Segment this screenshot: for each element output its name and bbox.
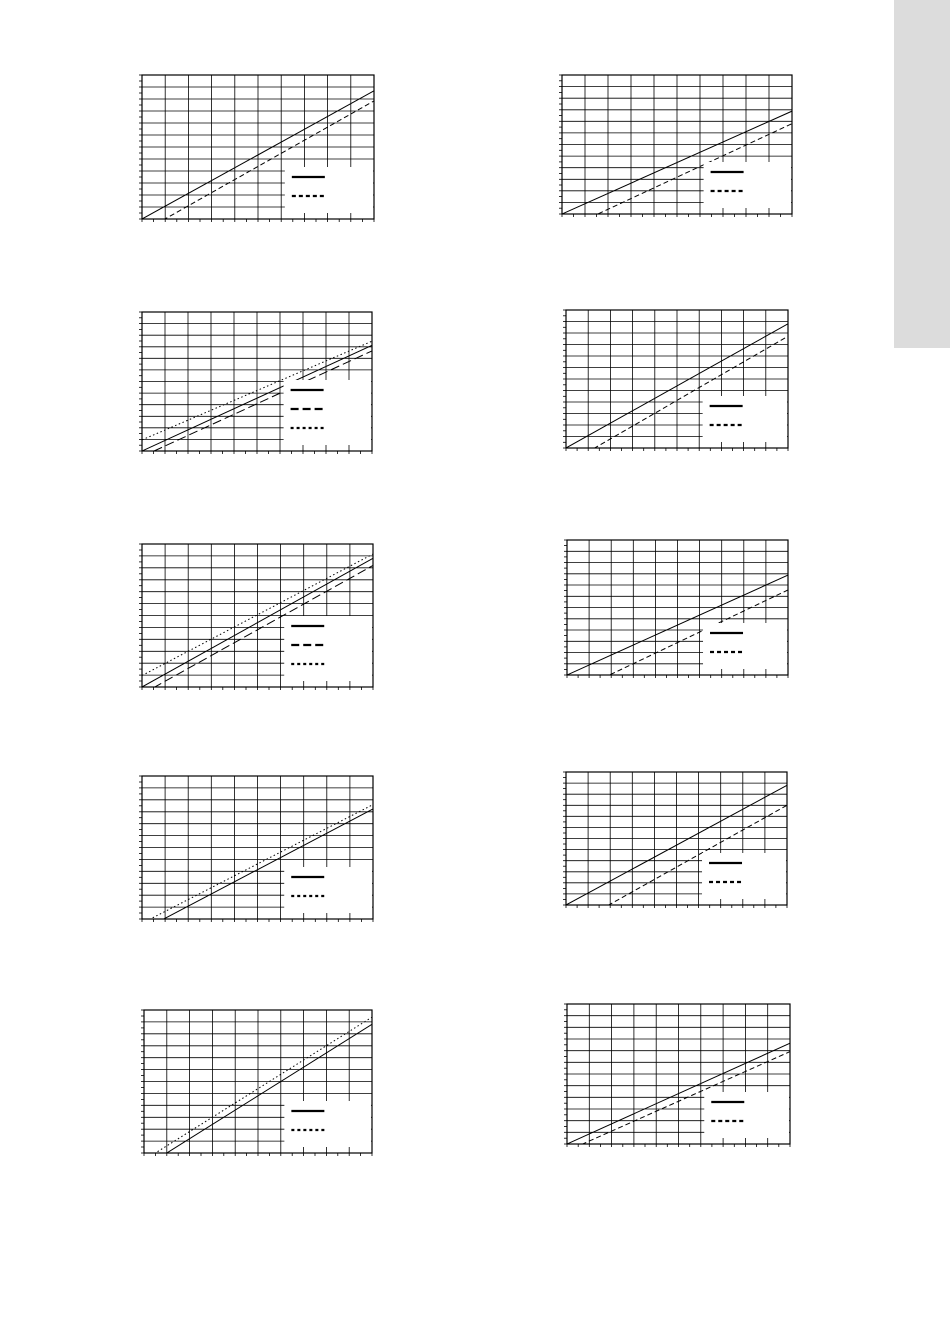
legend — [703, 623, 787, 669]
chart-right-3 — [567, 540, 788, 675]
legend — [704, 1092, 789, 1138]
chart-right-5 — [567, 1004, 790, 1144]
side-tab — [894, 0, 950, 348]
legend-box — [702, 853, 786, 899]
chart-left-4 — [142, 776, 373, 919]
chart-left-5 — [144, 1010, 372, 1153]
legend — [704, 162, 791, 208]
legend-box — [703, 623, 787, 669]
legend — [702, 853, 786, 899]
legend — [284, 867, 372, 913]
legend — [285, 167, 373, 213]
legend — [284, 1101, 371, 1147]
legend-box — [284, 1101, 371, 1147]
legend-box — [703, 396, 787, 442]
legend-box — [284, 867, 372, 913]
chart-left-3 — [142, 544, 373, 687]
legend-box — [704, 162, 791, 208]
legend-box — [704, 1092, 789, 1138]
legend — [284, 616, 372, 681]
legend-box — [285, 167, 373, 213]
chart-right-4 — [566, 772, 787, 905]
chart-right-1 — [562, 75, 792, 214]
chart-right-2 — [566, 310, 788, 448]
legend — [703, 396, 787, 442]
legend — [284, 380, 371, 445]
chart-left-2 — [142, 312, 372, 451]
chart-left-1 — [142, 75, 374, 219]
